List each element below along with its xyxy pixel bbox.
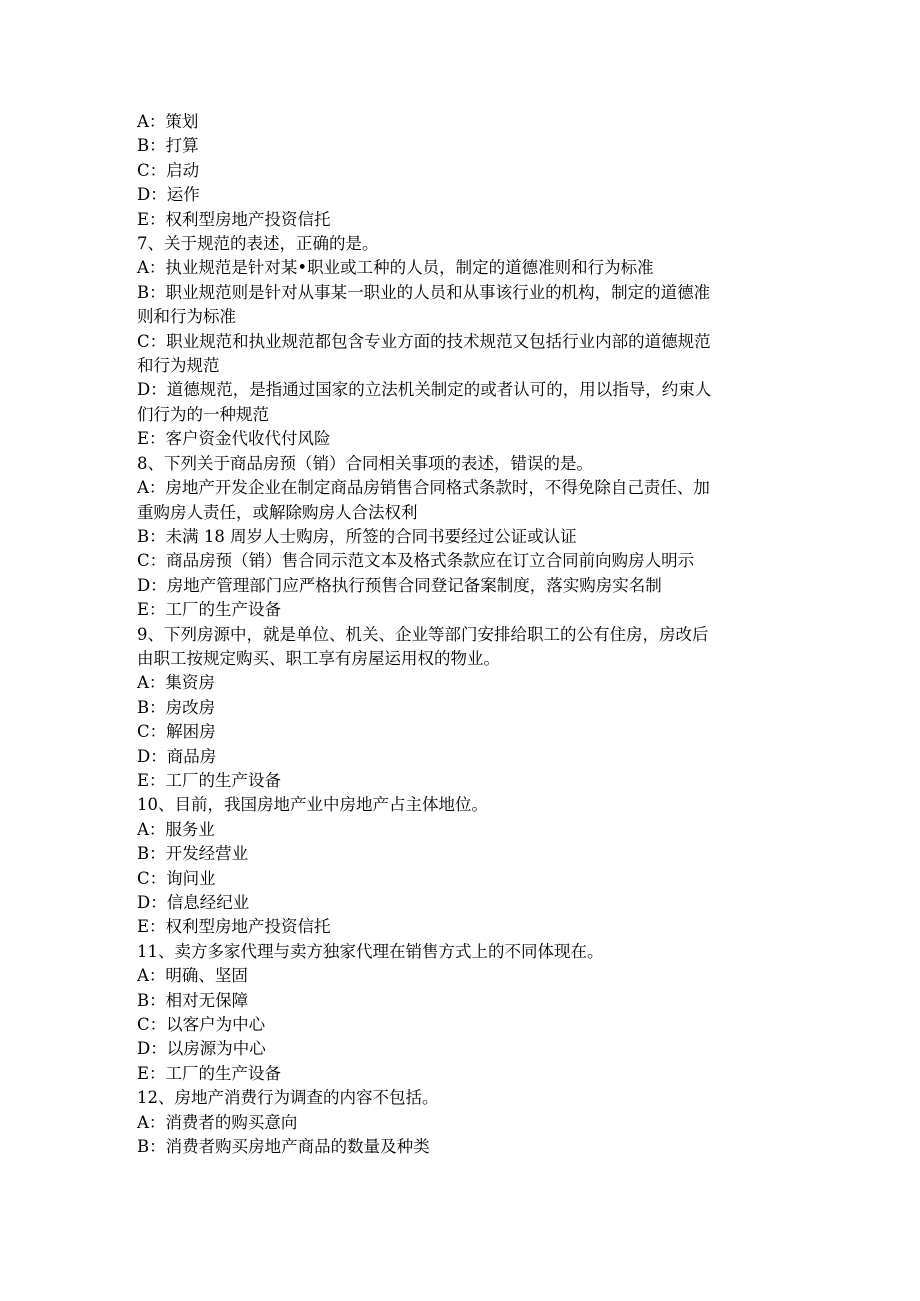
- option-line: E：工厂的生产设备: [137, 600, 282, 620]
- option-line: D：运作: [137, 185, 200, 205]
- option-line: B：未满 18 周岁人士购房，所签的合同书要经过公证或认证: [137, 526, 577, 546]
- option-line: D：信息经纪业: [137, 893, 250, 912]
- option-line: B：房改房: [137, 697, 216, 717]
- option-line: B：开发经营业: [137, 844, 249, 864]
- question-11: 11、卖方多家代理与卖方独家代理在销售方式上的不同体现在。: [137, 941, 604, 961]
- option-line: E：权利型房地产投资信托: [137, 917, 331, 937]
- option-line: B：打算: [137, 136, 199, 156]
- question-10: 10、目前，我国房地产业中房地产占主体地位。: [137, 795, 488, 815]
- option-line: D：商品房: [137, 746, 217, 766]
- question-12: 12、房地产消费行为调查的内容不包括。: [137, 1088, 439, 1108]
- option-line: C：启动: [137, 160, 200, 180]
- option-line: E：工厂的生产设备: [137, 770, 282, 790]
- option-line: A：集资房: [137, 673, 215, 693]
- option-line: D：以房源为中心: [137, 1039, 266, 1059]
- option-line: E：工厂的生产设备: [137, 1063, 282, 1083]
- option-line: E：权利型房地产投资信托: [137, 209, 331, 229]
- document-page: [137, 110, 787, 1159]
- option-line: B：消费者购买房地产商品的数量及种类: [137, 1137, 430, 1157]
- option-line: A：执业规范是针对某•职业或工种的人员，制定的道德准则和行为标准: [137, 258, 654, 278]
- option-line: B：相对无保障: [137, 990, 249, 1010]
- option-line-continued: 重购房人责任，或解除购房人合法权利: [137, 502, 418, 522]
- option-line: A：明确、坚固: [137, 966, 248, 986]
- option-line: D：房地产管理部门应严格执行预售合同登记备案制度，落实购房实名制: [137, 575, 662, 595]
- option-line: B：职业规范则是针对从事某一职业的人员和从事该行业的机构，制定的道德准: [137, 282, 711, 302]
- question-9-continued: 由职工按规定购买、职工享有房屋运用权的物业。: [137, 648, 500, 668]
- option-line: C：询问业: [137, 868, 216, 888]
- option-line: C：解困房: [137, 722, 216, 742]
- option-line: C：以客户为中心: [137, 1015, 266, 1035]
- option-line: A：服务业: [137, 819, 215, 839]
- option-line-continued: 则和行为标准: [137, 307, 236, 327]
- option-line-continued: 和行为规范: [137, 356, 220, 376]
- option-line-continued: 们行为的一种规范: [137, 404, 269, 424]
- question-7: 7、关于规范的表述，正确的是。: [137, 234, 379, 254]
- question-9: 9、下列房源中，就是单位、机关、企业等部门安排给职工的公有住房，房改后: [137, 624, 709, 644]
- question-8: 8、下列关于商品房预（销）合同相关事项的表述，错误的是。: [137, 453, 593, 473]
- option-line: A：策划: [137, 112, 199, 131]
- option-line: A：房地产开发企业在制定商品房销售合同格式条款时，不得免除自己责任、加: [137, 478, 710, 498]
- option-line: D：道德规范，是指通过国家的立法机关制定的或者认可的，用以指导，约束人: [137, 380, 712, 400]
- option-line: C：职业规范和执业规范都包含专业方面的技术规范又包括行业内部的道德规范: [137, 331, 711, 351]
- option-line: A：消费者的购买意向: [137, 1112, 298, 1132]
- option-line: C：商品房预（销）售合同示范文本及格式条款应在订立合同前向购房人明示: [137, 551, 695, 571]
- option-line: E：客户资金代收代付风险: [137, 429, 331, 449]
